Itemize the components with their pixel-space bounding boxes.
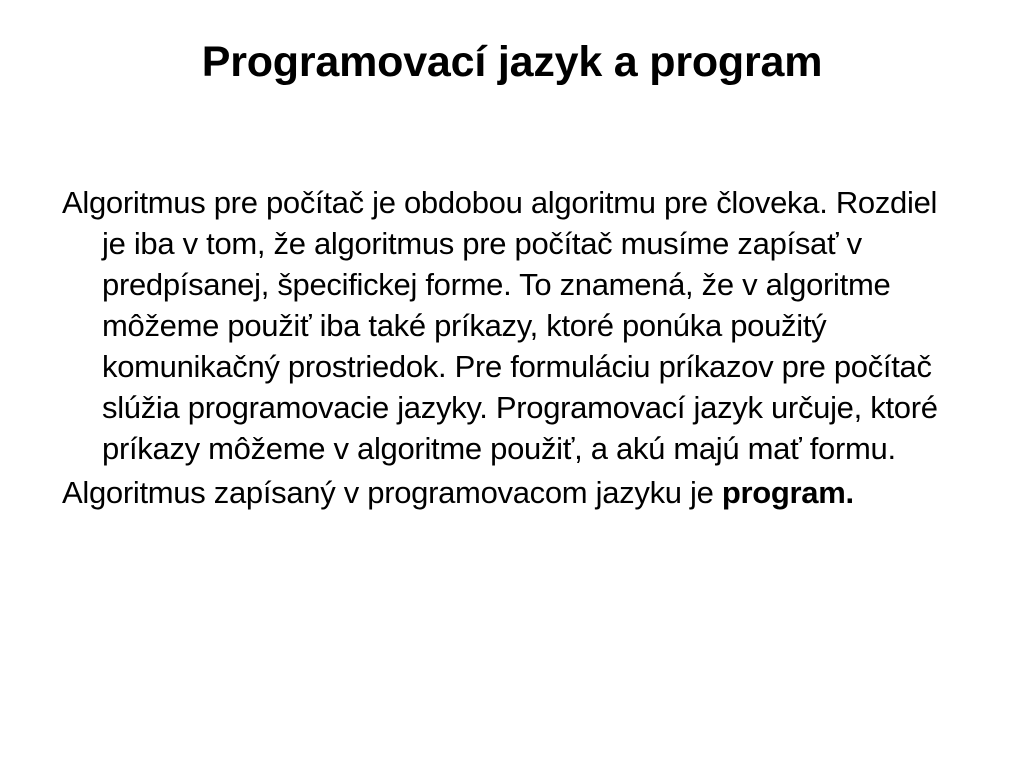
paragraph-text: Algoritmus pre počítač je obdobou algoritmu pre človeka. Rozdiel je iba v tom, že algoritmus pre počítač musíme zapísať v predpísanej, špecifickej forme. To znamená, že v algoritme môžeme použiť iba také príkazy, ktoré ponúka použitý komunikačný prostriedok. Pre formuláciu príkazov pre počítač slúžia programovacie jazyky. Programovací jazyk určuje, ktoré príkazy môžeme v algoritme použiť, a akú majú mať formu. [62, 185, 938, 466]
paragraph-algorithm-definition [62, 182, 967, 469]
paragraph-text: Algoritmus zapísaný v programovacom jazyku je [62, 475, 722, 510]
paragraph-program-definition [62, 472, 967, 513]
emphasized-term: program. [721, 475, 854, 510]
slide-body [62, 182, 967, 516]
slide-title: Programovací jazyk a program [201, 38, 823, 86]
